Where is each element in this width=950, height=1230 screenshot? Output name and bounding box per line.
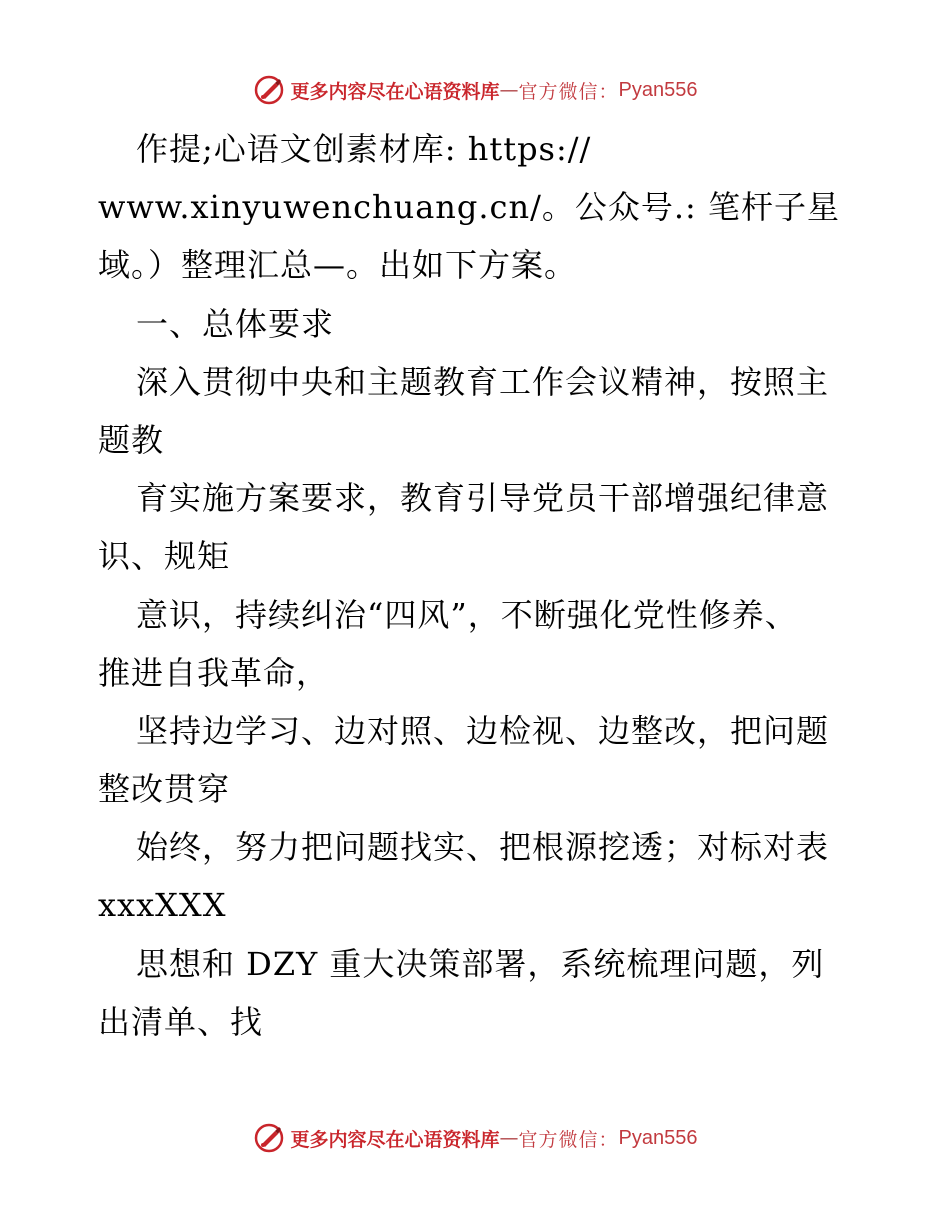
header-banner [0,70,950,110]
body-line: 题教 [98,420,165,459]
body-line: 育实施方案要求，教育引导党员干部增强纪律意 [136,479,830,518]
body-line: www.xinyuwenchuang.cn/。公众号.: 笔杆子星 [98,188,840,227]
body-line: 识、规矩 [98,537,231,576]
body-line: 思想和 DZY 重大决策部署，系统梳理问题，列 [136,944,825,983]
body-line: 域。）整理汇总—。出如下方案。 [98,246,578,285]
footer-banner-wechat-label: 官方微信： [518,1128,619,1151]
footer-banner-dash: — [499,1127,519,1149]
header-banner-dash: — [499,79,519,101]
header-banner-wechat-id: Pyan556 [618,78,698,101]
body-line: 坚持边学习、边对照、边检视、边整改，把问题 [136,711,830,750]
body-line: 推进自我革命， [98,653,330,692]
body-line: xxxXXX [98,886,227,925]
body-line: 始终，努力把问题找实、把根源挖透；对标对表 [136,828,830,867]
body-line: 整改贯穿 [98,770,231,809]
document-body [98,120,858,1051]
footer-banner [0,1118,950,1158]
header-banner-wechat-label: 官方微信： [518,80,619,103]
header-banner-title: 更多内容尽在心语资料库 [290,80,500,103]
body-line: 深入贯彻中央和主题教育工作会议精神，按照主 [136,362,830,401]
logo-icon [253,74,285,106]
body-line: 出清单、找 [98,1002,264,1041]
section-heading: 一、总体要求 [136,304,335,343]
logo-icon [253,1122,285,1154]
footer-banner-wechat-id: Pyan556 [618,1126,698,1149]
body-line: 作提;心语文创素材库: https:// [136,130,592,168]
footer-banner-title: 更多内容尽在心语资料库 [290,1128,500,1151]
body-line: 意识，持续纠治“四风”，不断强化党性修养、 [136,595,798,634]
